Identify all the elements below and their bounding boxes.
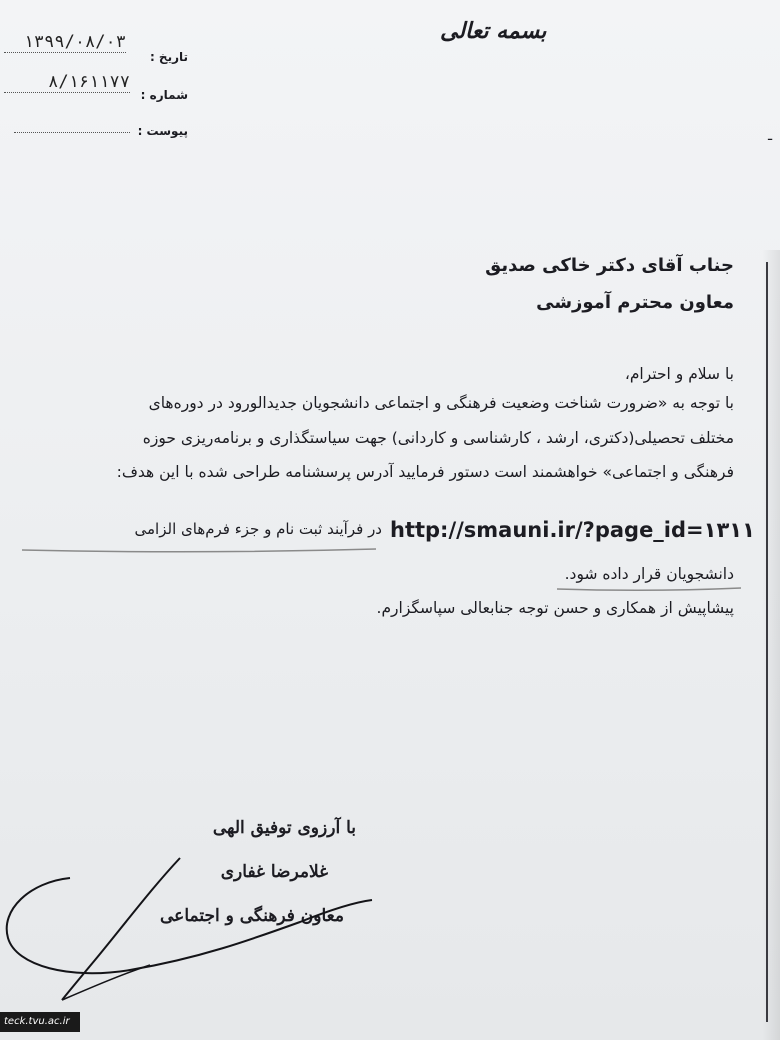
greeting: با سلام و احترام، (624, 365, 734, 383)
handwritten-signature (0, 830, 380, 1010)
body-line-1: با توجه به «ضرورت شناخت وضعیت فرهنگی و اجتماعی دانشجویان جدیدالورود در دوره‌های (148, 394, 734, 412)
basmala-heading: بسمه تعالی (440, 18, 547, 44)
questionnaire-link[interactable]: http://smauni.ir/?page_id=۱۳۱۱ (390, 518, 755, 542)
number-field (4, 72, 130, 93)
line5-underline (555, 586, 745, 594)
signature-position: معاون فرهنگی و اجتماعی (160, 906, 344, 926)
page-shadow (762, 250, 780, 1040)
recipient-name: جناب آقای دکتر خاکی صدیق (485, 255, 734, 276)
body-line-3: فرهنگی و اجتماعی» خواهشمند است دستور فرمایید آدرس پرسشنامه طراحی شده با این هدف: (116, 463, 734, 481)
attachment-field (14, 128, 130, 133)
attachment-label: پیوست : (137, 124, 188, 138)
body-line-2: مختلف تحصیلی(دکتری، ارشد ، کارشناسی و کاردانی) جهت سیاستگذاری و برنامه‌ریزی حوزه (142, 429, 734, 447)
watermark-tag: teck.tvu.ac.ir (0, 1012, 80, 1032)
closing-line: پیشاپیش از همکاری و حسن توجه جنابعالی سپاسگزارم. (376, 599, 734, 617)
number-value: ۸/۱۶۱۱۷۷ (4, 72, 130, 93)
body-line-5: دانشجویان قرار داده شود. (564, 565, 734, 583)
signature-wish: با آرزوی توفیق الهی (212, 818, 356, 838)
edge-mark: ـ (768, 128, 773, 144)
number-label: شماره : (140, 88, 188, 102)
link-suffix-text: در فرآیند ثبت نام و جزء فرم‌های الزامی (134, 520, 382, 538)
date-value: ۱۳۹۹/۰۸/۰۳ (4, 32, 126, 53)
url-suffix-underline (20, 546, 380, 556)
date-label: تاریخ : (149, 50, 188, 64)
page-edge-line (766, 262, 768, 1022)
recipient-title: معاون محترم آموزشی (536, 292, 734, 313)
date-field (4, 32, 126, 53)
signature-name: غلامرضا غفاری (220, 862, 328, 882)
